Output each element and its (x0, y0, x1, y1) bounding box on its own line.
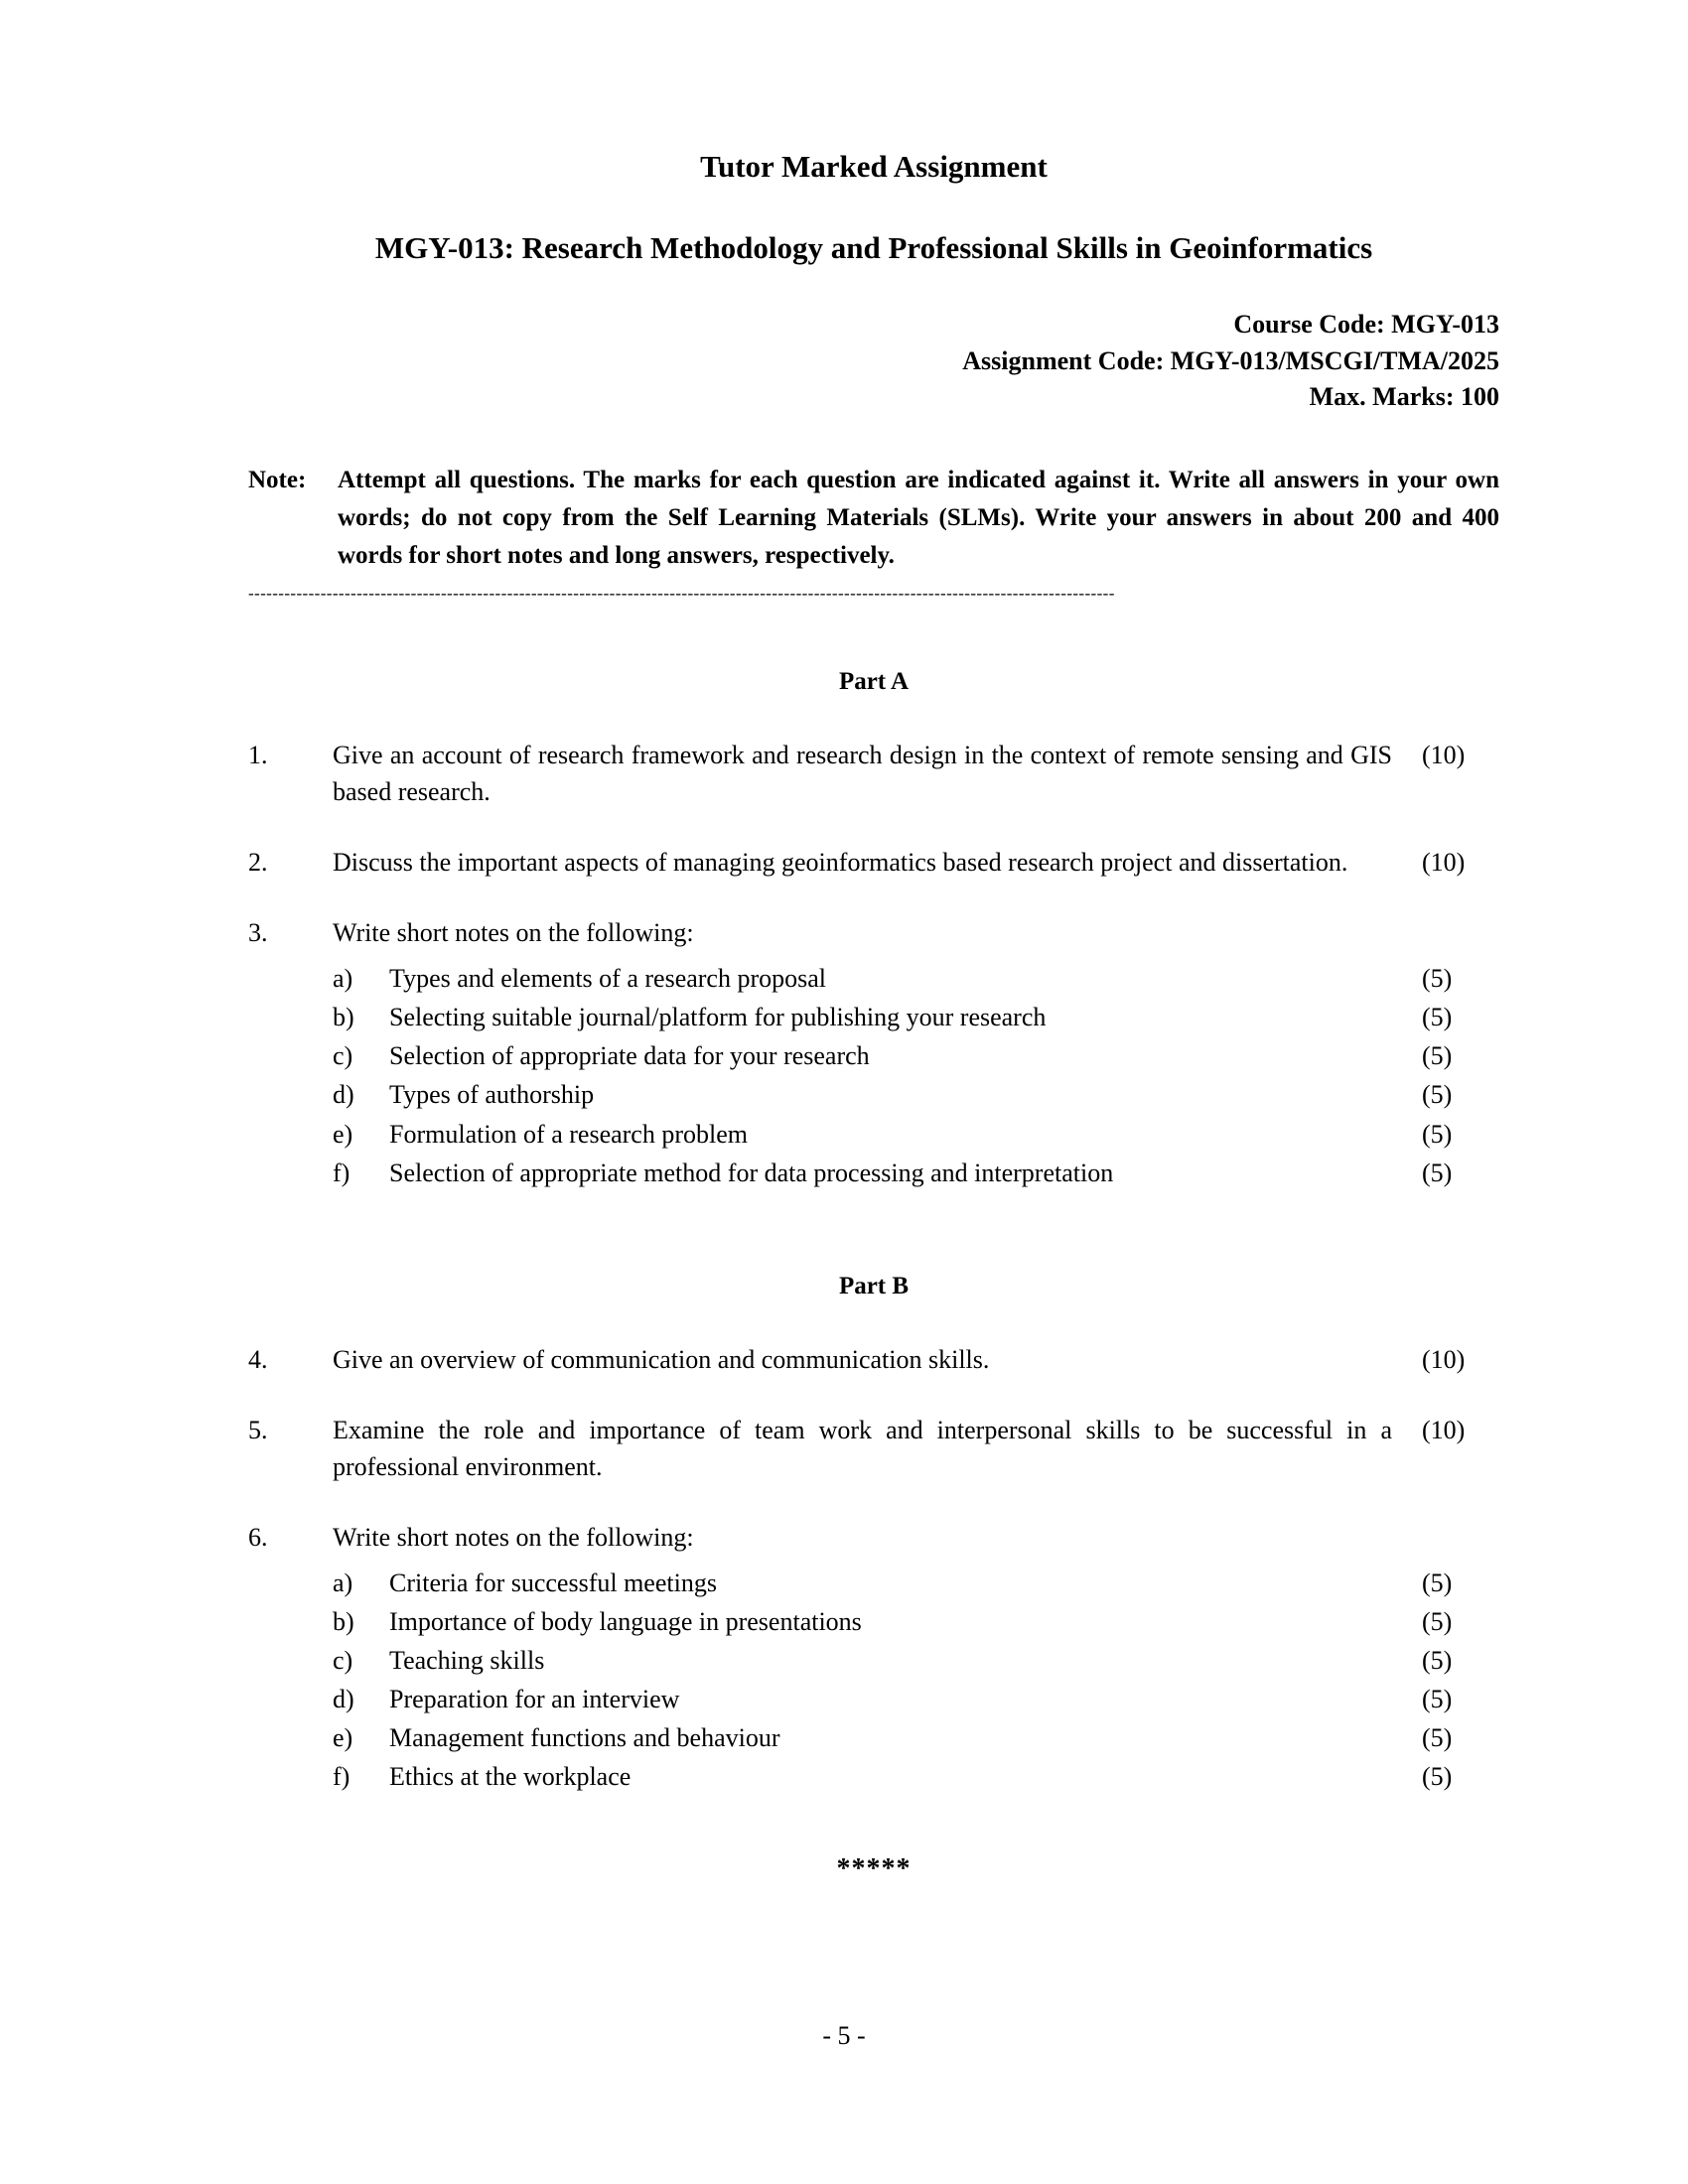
sub-question-row (248, 1714, 1499, 1753)
sub-question-letter: f) (333, 1158, 351, 1187)
question-row (248, 696, 1499, 811)
sub-question-indent (248, 1003, 333, 1032)
sub-question-marks: (5) (1422, 1041, 1453, 1071)
sub-question-text: Management functions and behaviour (389, 1723, 780, 1753)
question-marks: (10) (1422, 1344, 1466, 1374)
sub-question-letter: e) (333, 1119, 353, 1149)
question-row (248, 811, 1499, 882)
sub-question-marks: (5) (1422, 1684, 1453, 1713)
question-text: Give an overview of communication and communication skills. (333, 1344, 990, 1374)
question-marks (1410, 915, 1499, 952)
question-marks: (10) (1422, 1415, 1466, 1444)
sub-question-letter: f) (333, 1762, 351, 1792)
sub-question-letter: a) (333, 1568, 353, 1597)
part-b-heading: Part B (838, 1272, 910, 1299)
question-row (248, 1300, 1499, 1379)
sub-question-row (248, 1032, 1499, 1071)
part-b-question-list (248, 1300, 1499, 1793)
sub-question-indent (248, 1762, 333, 1792)
question-text: Write short notes on the following: (333, 918, 694, 948)
sub-question-marks: (5) (1422, 1158, 1453, 1187)
sub-question-text: Teaching skills (389, 1645, 545, 1675)
sub-question-marks: (5) (1422, 1003, 1453, 1032)
sub-question-indent (248, 1120, 333, 1150)
sub-question-indent (248, 1685, 333, 1714)
end-marker: ***** (836, 1853, 912, 1885)
sub-question-text: Types of authorship (389, 1080, 595, 1110)
sub-question-marks: (5) (1422, 963, 1453, 993)
sub-question-row (248, 994, 1499, 1032)
sub-question-marks: (5) (1422, 1762, 1453, 1792)
sub-question-indent (248, 1041, 333, 1071)
sub-question-row (248, 1111, 1499, 1150)
question-number: 5. (248, 1415, 268, 1444)
note-block (248, 416, 1499, 575)
max-marks: Max. Marks: 100 (1309, 382, 1499, 412)
sub-question-text: Criteria for successful meetings (389, 1568, 717, 1597)
question-marks (1410, 1520, 1499, 1557)
sub-question-text: Selection of appropriate method for data processing and interpretation (389, 1158, 1114, 1187)
sub-question-row (248, 1150, 1499, 1188)
question-number: 4. (248, 1344, 268, 1374)
sub-question-row (248, 1637, 1499, 1676)
sub-question-indent (248, 1607, 333, 1637)
question-number: 6. (248, 1522, 268, 1552)
question-text: Give an account of research framework and research design in the context of remote sensing and GIS based research. (333, 741, 1392, 807)
sub-question-marks: (5) (1422, 1568, 1453, 1597)
sub-question-marks: (5) (1422, 1080, 1453, 1110)
question-text: Write short notes on the following: (333, 1522, 694, 1552)
part-a-heading: Part A (838, 668, 910, 696)
question-row (248, 882, 1499, 952)
sub-question-marks: (5) (1422, 1119, 1453, 1149)
sub-question-indent (248, 1159, 333, 1188)
assignment-meta (248, 269, 1499, 417)
sub-question-letter: e) (333, 1723, 353, 1753)
sub-question-indent (248, 1080, 333, 1110)
course-title: MGY-013: Research Methodology and Professional Skills in Geoinformatics (374, 230, 1373, 266)
sub-question-text: Selection of appropriate data for your research (389, 1041, 870, 1071)
question-row (248, 1486, 1499, 1557)
page-title: Tutor Marked Assignment (700, 149, 1048, 184)
sub-question-text: Importance of body language in presentations (389, 1606, 862, 1636)
sub-question-row (248, 1557, 1499, 1598)
sub-question-indent (248, 1569, 333, 1598)
sub-question-text: Formulation of a research problem (389, 1119, 748, 1149)
horizontal-divider: ------------------------------------------------------------------------------------------------------------------------------------------------ (248, 585, 1115, 604)
question-text: Discuss the important aspects of managing geoinformatics based research project and dissertation. (333, 848, 1348, 878)
sub-question-letter: b) (333, 1606, 354, 1636)
sub-question-indent (248, 1723, 333, 1753)
page-content (248, 0, 1499, 1885)
sub-question-letter: a) (333, 963, 353, 993)
question-row (248, 1379, 1499, 1486)
sub-question-marks: (5) (1422, 1723, 1453, 1753)
question-number: 2. (248, 848, 268, 878)
question-text: Examine the role and importance of team work and interpersonal skills to be successful in a professional environment. (333, 1415, 1392, 1481)
assignment-code: Assignment Code: MGY-013/MSCGI/TMA/2025 (962, 345, 1499, 375)
sub-question-letter: c) (333, 1041, 353, 1071)
sub-question-letter: d) (333, 1080, 354, 1110)
sub-question-text: Selecting suitable journal/platform for publishing your research (389, 1003, 1047, 1032)
note-label: Note: (248, 467, 307, 494)
sub-question-marks: (5) (1422, 1606, 1453, 1636)
part-a-question-list (248, 696, 1499, 1188)
sub-question-row (248, 1676, 1499, 1714)
sub-question-row (248, 1753, 1499, 1792)
sub-question-text: Ethics at the workplace (389, 1762, 632, 1792)
sub-question-indent (248, 1646, 333, 1676)
page-number: - 5 - (822, 2021, 866, 2050)
sub-question-row (248, 1598, 1499, 1637)
sub-question-letter: d) (333, 1684, 354, 1713)
question-number: 3. (248, 918, 268, 948)
sub-question-text: Types and elements of a research proposal (389, 963, 827, 993)
sub-question-row (248, 1071, 1499, 1110)
sub-question-text: Preparation for an interview (389, 1684, 680, 1713)
note-text: Attempt all questions. The marks for each question are indicated against it. Write all answers in your own words; do not copy from the Self Learning Materials (SLMs). Write your answers in about 200 and 400 words for short notes and long answers, respectively. (338, 467, 1499, 570)
sub-question-letter: b) (333, 1003, 354, 1032)
sub-question-letter: c) (333, 1645, 353, 1675)
question-marks: (10) (1422, 848, 1466, 878)
question-marks: (10) (1422, 741, 1466, 770)
course-code: Course Code: MGY-013 (1233, 309, 1499, 339)
question-number: 1. (248, 741, 268, 770)
sub-question-indent (248, 964, 333, 994)
sub-question-marks: (5) (1422, 1645, 1453, 1675)
sub-question-row (248, 952, 1499, 994)
